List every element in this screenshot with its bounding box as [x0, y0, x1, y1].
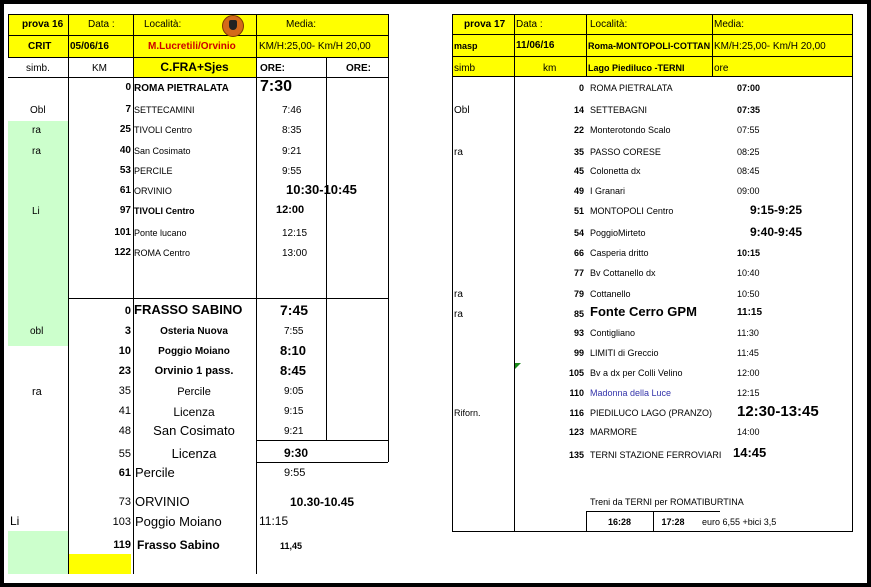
left-r1-5-time: 10:30-10:45 — [286, 182, 357, 197]
left-r2-3-time: 8:45 — [280, 363, 307, 378]
right-r10-place: Cottanello — [590, 289, 631, 299]
right-r6-km: 51 — [573, 206, 584, 216]
left-r1-2-time: 8:35 — [282, 125, 302, 136]
left-r2-1-km: 3 — [124, 325, 131, 337]
right-schedule-sheet — [452, 14, 852, 532]
left-r2-9-km: 73 — [118, 496, 131, 508]
km-header: KM — [92, 63, 107, 74]
media17-label: Media: — [714, 19, 745, 30]
left-r1-1-km: 7 — [125, 104, 131, 115]
left-r1-5-place: ORVINIO — [134, 186, 172, 196]
media-label: Media: — [286, 19, 317, 30]
right-r5-place: I Granari — [590, 186, 626, 196]
left-r2-3-km: 23 — [118, 365, 131, 377]
train-time-1: 16:28 — [607, 517, 632, 527]
right-r6-time: 9:15-9:25 — [750, 203, 803, 217]
right-r16-place: PIEDILUCO LAGO (PRANZO) — [590, 408, 713, 418]
left-r1-3-time: 9:21 — [282, 146, 302, 157]
right-r15-place: Madonna della Luce — [590, 388, 672, 398]
left-r1-3-place: San Cosimato — [134, 146, 191, 156]
right-r16-simb: Riforn. — [454, 408, 481, 418]
left-r1-7-km: 101 — [114, 227, 131, 238]
right-r12-time: 11:30 — [737, 328, 759, 338]
left-r1-7-time: 12:15 — [282, 228, 308, 239]
left-r2-3-place: Orvinio 1 pass. — [154, 365, 234, 377]
left-r2-10-time: 11:15 — [259, 514, 289, 528]
left-r2-7-km: 55 — [118, 448, 131, 460]
km17-header: km — [543, 63, 557, 74]
right-r18-km: 135 — [568, 450, 584, 460]
localita17-value: Roma-MONTOPOLI-COTTAN — [588, 41, 711, 51]
ore1-header: ORE: — [260, 63, 285, 74]
right-r11-place: Fonte Cerro GPM — [590, 304, 697, 319]
media17-value: KM/H:25,00- Km/H 20,00 — [714, 41, 826, 52]
right-r14-place: Bv a dx per Colli Velino — [590, 368, 683, 378]
right-r4-time: 08:45 — [737, 166, 760, 176]
right-r3-place: PASSO CORESE — [590, 147, 661, 157]
prova17-label: prova 17 — [464, 19, 506, 30]
right-r8-place: Casperia dritto — [590, 248, 649, 258]
left-r2-4-simb: ra — [32, 386, 42, 398]
right-r13-time: 11:45 — [737, 348, 759, 358]
right-r2-time: 07:55 — [737, 125, 760, 135]
right-r12-km: 93 — [573, 328, 584, 338]
right-r15-time: 12:15 — [737, 388, 760, 398]
right-r1-time: 07:35 — [737, 105, 761, 115]
left-r1-1-simb: Obl — [30, 105, 46, 116]
left-r2-2-time: 8:10 — [280, 343, 307, 358]
left-r1-8-km: 122 — [114, 247, 131, 258]
left-r2-4-km: 35 — [118, 385, 131, 397]
left-r1-0-place: ROMA PIETRALATA — [134, 83, 229, 94]
right-r18-time: 14:45 — [733, 445, 767, 460]
left-r1-6-time: 12:00 — [276, 204, 305, 216]
right-r11-km: 85 — [573, 309, 584, 319]
left-r2-5-km: 41 — [118, 405, 131, 417]
right-r15-km: 110 — [569, 388, 584, 398]
left-r2-6-place: San Cosimato — [153, 423, 235, 438]
right-r8-km: 66 — [573, 248, 584, 258]
club-logo-icon — [222, 15, 244, 37]
right-r4-place: Colonetta dx — [590, 166, 641, 176]
left-r2-0-km: 0 — [124, 305, 131, 317]
right-r5-km: 49 — [573, 186, 584, 196]
right-r11-time: 11:15 — [737, 307, 763, 318]
right-r3-time: 08:25 — [737, 147, 760, 157]
left-r2-5-place: Licenza — [173, 405, 215, 419]
right-r13-place: LIMITI di Greccio — [590, 348, 659, 358]
left-r2-8-time: 9:55 — [284, 467, 306, 479]
right-r0-time: 07:00 — [737, 83, 761, 93]
simb-header: simb. — [26, 63, 50, 74]
left-r2-9-time: 10.30-10.45 — [290, 495, 355, 509]
left-r1-0-time: 7:30 — [260, 78, 293, 95]
left-r1-2-place: TIVOLI Centro — [134, 125, 193, 135]
right-r10-km: 79 — [573, 289, 584, 299]
train-time-2: 17:28 — [661, 517, 685, 527]
race-type: CRIT — [28, 41, 52, 52]
localita17-label: Località: — [590, 19, 628, 30]
left-r1-6-km: 97 — [119, 205, 131, 216]
left-r1-0-km: 0 — [125, 82, 131, 93]
right-r16-km: 116 — [569, 408, 584, 418]
left-r2-1-place: Osteria Nuova — [160, 326, 228, 337]
right-r4-km: 45 — [573, 166, 584, 176]
right-r2-km: 22 — [573, 125, 584, 135]
left-r1-4-time: 9:55 — [282, 166, 302, 177]
left-r2-2-km: 10 — [118, 345, 131, 357]
left-r2-4-place: Percile — [177, 386, 211, 398]
left-r1-8-place: ROMA Centro — [134, 248, 191, 258]
right-r9-place: Bv Cottanello dx — [590, 268, 656, 278]
date-label: Data : — [88, 19, 115, 30]
left-r2-7-time: 9:30 — [284, 446, 309, 460]
right-r1-simb: Obl — [454, 105, 470, 116]
right-r18-place: TERNI STAZIONE FERROVIARI — [590, 450, 722, 460]
left-r2-1-simb: obl — [30, 326, 44, 337]
right-r10-time: 10:50 — [737, 289, 760, 299]
date17-value: 11/06/16 — [516, 40, 555, 51]
right-r9-time: 10:40 — [737, 268, 760, 278]
left-r1-3-simb: ra — [32, 146, 41, 157]
right-r0-place: ROMA PIETRALATA — [590, 83, 673, 93]
right-r3-km: 35 — [573, 147, 584, 157]
left-r2-1-time: 7:55 — [284, 326, 304, 337]
left-r1-5-km: 61 — [119, 185, 131, 196]
left-r2-6-km: 48 — [118, 425, 131, 437]
left-r1-7-place: Ponte lucano — [134, 228, 187, 238]
left-r2-4-time: 9:05 — [284, 386, 304, 397]
right-r2-place: Monterotondo Scalo — [590, 125, 671, 135]
right-r3-simb: ra — [454, 147, 463, 158]
right-r7-time: 9:40-9:45 — [750, 225, 803, 239]
left-r1-2-simb: ra — [32, 125, 41, 136]
left-r2-0-place: FRASSO SABINO — [134, 302, 243, 317]
right-r17-place: MARMORE — [590, 427, 637, 437]
prova-label: prova 16 — [22, 19, 64, 30]
left-r2-11-place: Frasso Sabino — [137, 538, 220, 552]
right-r16-time: 12:30-13:45 — [737, 403, 819, 420]
right-r14-km: 105 — [568, 368, 584, 378]
ore17-header: ore — [714, 63, 729, 74]
left-r2-8-km: 61 — [118, 467, 131, 479]
right-r17-time: 14:00 — [737, 427, 760, 437]
left-r1-1-place: SETTECAMINI — [134, 105, 195, 115]
left-r1-8-time: 13:00 — [282, 248, 308, 259]
left-r1-1-time: 7:46 — [282, 105, 302, 116]
left-r1-3-km: 40 — [119, 145, 131, 156]
simb17-header: simb — [454, 63, 476, 74]
media-value: KM/H:25,00- Km/H 20,00 — [259, 41, 371, 52]
left-r2-10-simb: Li — [10, 514, 20, 528]
left-r2-10-place: Poggio Moiano — [135, 514, 222, 529]
left-schedule-sheet — [8, 14, 388, 574]
right-r5-time: 09:00 — [737, 186, 760, 196]
right-r1-km: 14 — [573, 105, 584, 115]
train-info: Treni da TERNI per ROMATIBURTINA — [590, 497, 744, 507]
right-r0-km: 0 — [578, 83, 584, 93]
right-r6-place: MONTOPOLI Centro — [590, 206, 674, 216]
left-r2-10-km: 103 — [112, 516, 131, 528]
group17-header: Lago Piediluco -TERNI — [588, 63, 685, 73]
right-r17-km: 123 — [568, 427, 584, 437]
right-r8-time: 10:15 — [737, 248, 761, 258]
localita-value: M.Lucretili/Orvinio — [148, 41, 236, 52]
train-price: euro 6,55 +bici 3,5 — [702, 517, 777, 527]
right-r14-time: 12:00 — [737, 368, 760, 378]
right-r1-place: SETTEBAGNI — [590, 105, 648, 115]
group-header: C.FRA+Sjes — [160, 60, 229, 74]
ore2-header: ORE: — [346, 63, 371, 74]
left-r2-11-time: 11,45 — [280, 541, 303, 551]
left-r1-4-place: PERCILE — [134, 166, 173, 176]
right-r13-km: 99 — [573, 348, 584, 358]
left-r2-8-place: Percile — [135, 465, 175, 480]
left-r2-5-time: 9:15 — [284, 406, 304, 417]
left-r1-6-place: TIVOLI Centro — [134, 206, 195, 216]
right-r10-simb: ra — [454, 289, 463, 300]
date-value: 05/06/16 — [70, 41, 109, 52]
right-r11-simb: ra — [454, 309, 463, 320]
left-r1-4-km: 53 — [119, 165, 131, 176]
left-r1-2-km: 25 — [119, 124, 131, 135]
race17-type: masp — [454, 41, 478, 51]
left-r2-2-place: Poggio Moiano — [158, 346, 230, 357]
left-r1-6-simb: Li — [32, 206, 40, 217]
left-r2-9-place: ORVINIO — [135, 494, 190, 509]
right-r7-km: 54 — [573, 228, 584, 238]
left-r2-0-time: 7:45 — [280, 302, 309, 318]
left-r2-6-time: 9:21 — [284, 426, 304, 437]
left-r2-11-km: 119 — [113, 539, 131, 551]
right-r12-place: Contigliano — [590, 328, 636, 338]
left-r2-7-place: Licenza — [171, 446, 217, 461]
right-r9-km: 77 — [573, 268, 584, 278]
localita-label: Località: — [144, 19, 182, 30]
date17-label: Data : — [516, 19, 543, 30]
right-r7-place: PoggioMirteto — [590, 228, 646, 238]
cell-note-marker-icon — [515, 363, 521, 369]
